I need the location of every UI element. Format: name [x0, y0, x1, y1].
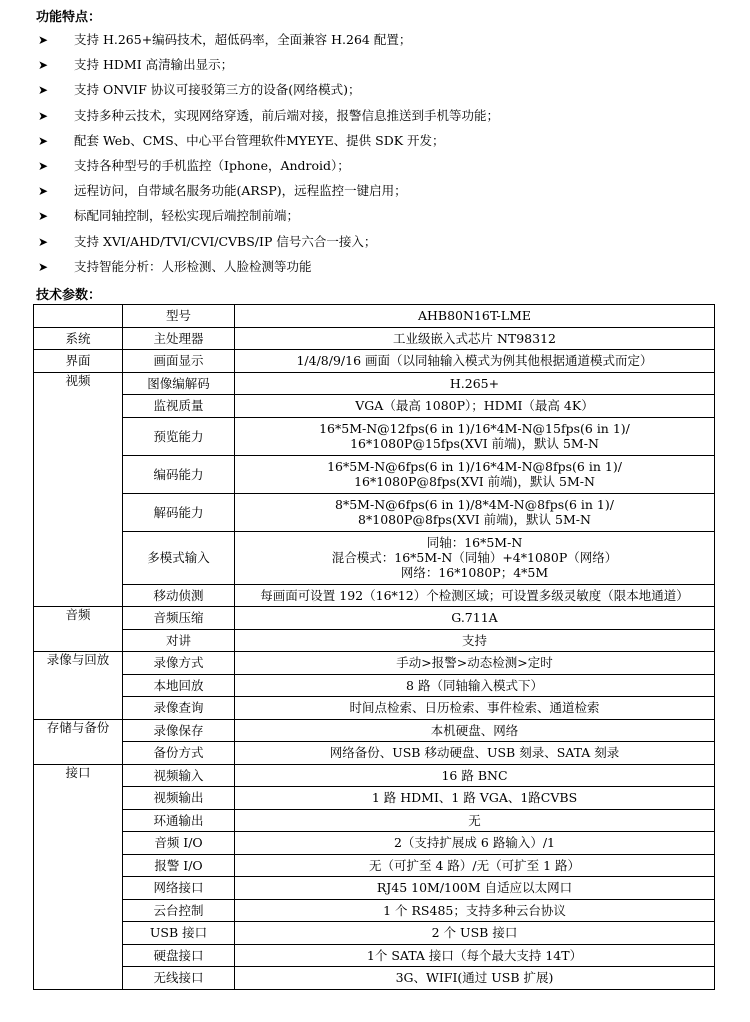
param-value-line: 2（支持扩展成 6 路输入）/1 [393, 835, 556, 851]
param-name-cell: 硬盘接口 [123, 944, 235, 967]
table-row [34, 877, 715, 900]
param-name-cell: 画面显示 [123, 350, 235, 373]
param-value-line: 手动>报警>动态检测>定时 [396, 655, 553, 671]
table-row [34, 584, 715, 607]
param-value-cell [235, 395, 715, 418]
bullet-arrow-icon: ➤ [38, 58, 49, 73]
param-name-cell: 图像编解码 [123, 372, 235, 395]
param-name-cell: 预览能力 [123, 417, 235, 455]
feature-text: 配套 Web、CMS、中心平台管理软件MYEYE、提供 SDK 开发； [74, 132, 445, 148]
param-name-cell: 监视质量 [123, 395, 235, 418]
table-row [34, 417, 715, 455]
param-value-cell [235, 652, 715, 675]
param-value-cell [235, 854, 715, 877]
param-value-line: 1 路 HDMI、1 路 VGA、1路CVBS [371, 790, 578, 806]
param-name-cell: 移动侦测 [123, 584, 235, 607]
param-name-cell: 环通输出 [123, 809, 235, 832]
feature-text: 标配同轴控制，轻松实现后端控制前端； [74, 208, 300, 224]
table-row [34, 327, 715, 350]
param-value-line: 1/4/8/9/16 画面（以同轴输入模式为例其他根据通道模式而定） [296, 353, 653, 369]
feature-item [38, 83, 361, 97]
feature-item [38, 159, 350, 173]
param-name-cell: 本地回放 [123, 674, 235, 697]
table-row [34, 629, 715, 652]
param-value-line: 1个 SATA 接口（每个最大支持 14T） [366, 947, 583, 963]
table-row [34, 832, 715, 855]
param-name-cell: 音频压缩 [123, 607, 235, 630]
specs-title: 技术参数： [36, 288, 102, 303]
param-value-line: 8 路（同轴输入模式下） [406, 677, 543, 693]
feature-text: 支持智能分析：人形检测、人脸检测等功能 [74, 258, 312, 274]
param-name-cell: 录像保存 [123, 719, 235, 742]
bullet-arrow-icon: ➤ [38, 108, 49, 123]
param-value-line: 每画面可设置 192（16*12）个检测区域；可设置多级灵敏度（限本地通道） [260, 587, 689, 603]
bullet-arrow-icon: ➤ [38, 234, 49, 249]
category-cell: 接口 [34, 764, 123, 989]
category-cell: 视频 [34, 372, 123, 607]
param-value-line: 16*5M-N@12fps(6 in 1)/16*4M-N@15fps(6 in 1)/ [319, 421, 630, 436]
table-cell-empty [34, 305, 123, 328]
table-row [34, 455, 715, 493]
bullet-arrow-icon: ➤ [38, 209, 49, 224]
bullet-arrow-icon: ➤ [38, 33, 49, 47]
param-value-cell [235, 350, 715, 373]
param-value-line: 16*1080P@15fps(XVI 前端)，默认 5M-N [350, 436, 599, 451]
param-value-cell [235, 742, 715, 765]
feature-text: 支持 HDMI 高清输出显示； [74, 57, 234, 73]
param-name-cell: 音频 I/O [123, 832, 235, 855]
table-row [34, 764, 715, 787]
param-value-line: 16*1080P@8fps(XVI 前端)，默认 5M-N [354, 474, 595, 489]
param-value-line: 同轴：16*5M-N [426, 535, 523, 550]
param-value-line: 本机硬盘、网络 [430, 722, 519, 738]
param-value-cell [235, 877, 715, 900]
param-value-line: 16*5M-N@6fps(6 in 1)/16*4M-N@8fps(6 in 1)/ [327, 459, 622, 474]
param-value-line: G.711A [451, 610, 498, 626]
feature-item [38, 235, 376, 249]
param-name-cell: 云台控制 [123, 899, 235, 922]
param-value-line: 网络：16*1080P；4*5M [400, 565, 549, 580]
table-row [34, 922, 715, 945]
param-value-line: 8*1080P@8fps(XVI 前端)，默认 5M-N [358, 512, 591, 527]
param-value-cell [235, 832, 715, 855]
table-row [34, 809, 715, 832]
param-value-cell [235, 922, 715, 945]
table-row-model [34, 305, 715, 328]
feature-text: 支持多种云技术，实现网络穿透，前后端对接，报警信息推送到手机等功能； [74, 107, 500, 123]
bullet-arrow-icon: ➤ [38, 133, 49, 148]
feature-text: 支持 H.265+编码技术，超低码率，全面兼容 H.264 配置； [74, 32, 412, 47]
feature-text: 远程访问，自带域名服务功能(ARSP)，远程监控一键启用； [74, 183, 407, 199]
feature-item [38, 134, 445, 148]
param-value-line: 工业级嵌入式芯片 NT98312 [392, 330, 556, 346]
param-value-cell [235, 531, 715, 584]
param-name-cell: 录像方式 [123, 652, 235, 675]
feature-item [38, 33, 411, 47]
table-row [34, 395, 715, 418]
table-row [34, 854, 715, 877]
param-name-cell: 无线接口 [123, 967, 235, 990]
table-row [34, 787, 715, 810]
table-row [34, 372, 715, 395]
param-value-line: 无 [468, 812, 481, 828]
feature-item [38, 58, 233, 72]
feature-text: 支持 XVI/AHD/TVI/CVI/CVBS/IP 信号六合一接入； [74, 233, 377, 249]
category-cell: 存储与备份 [34, 719, 123, 764]
param-value-line: 时间点检索、日历检索、事件检索、通道检索 [349, 700, 600, 716]
table-row [34, 674, 715, 697]
spec-table [33, 304, 715, 990]
table-row [34, 944, 715, 967]
bullet-arrow-icon: ➤ [38, 184, 49, 199]
table-row [34, 899, 715, 922]
param-name-cell: USB 接口 [123, 922, 235, 945]
param-name-cell: 多模式输入 [123, 531, 235, 584]
param-value-line: 16 路 BNC [441, 767, 508, 783]
table-row [34, 652, 715, 675]
category-cell: 界面 [34, 350, 123, 373]
table-row [34, 493, 715, 531]
category-cell: 录像与回放 [34, 652, 123, 720]
param-name-cell: 视频输出 [123, 787, 235, 810]
features-title: 功能特点： [36, 10, 102, 25]
bullet-arrow-icon: ➤ [38, 159, 49, 173]
feature-text: 支持各种型号的手机监控（Iphone，Android）； [74, 158, 350, 173]
model-value: AHB80N16T-LME [235, 305, 715, 328]
model-label: 型号 [123, 305, 235, 328]
param-name-cell: 录像查询 [123, 697, 235, 720]
param-value-cell [235, 607, 715, 630]
table-row [34, 967, 715, 990]
param-value-cell [235, 417, 715, 455]
param-value-cell [235, 455, 715, 493]
param-value-line: VGA（最高 1080P）；HDMI（最高 4K） [355, 398, 594, 414]
param-value-cell [235, 674, 715, 697]
param-value-line: RJ45 10M/100M 自适应以太网口 [376, 880, 573, 896]
param-value-line: 无（可扩至 4 路）/无（可扩至 1 路） [368, 857, 580, 873]
param-value-cell [235, 764, 715, 787]
param-value-cell [235, 584, 715, 607]
param-name-cell: 网络接口 [123, 877, 235, 900]
param-value-line: 混合模式：16*5M-N（同轴）+4*1080P（网络） [331, 550, 618, 565]
param-name-cell: 视频输入 [123, 764, 235, 787]
param-value-cell [235, 697, 715, 720]
feature-text: 支持 ONVIF 协议可接驳第三方的设备(网络模式)； [74, 82, 361, 98]
param-value-cell [235, 327, 715, 350]
param-name-cell: 解码能力 [123, 493, 235, 531]
bullet-arrow-icon: ➤ [38, 259, 49, 274]
table-row [34, 697, 715, 720]
table-row [34, 531, 715, 584]
feature-item [38, 209, 299, 223]
param-name-cell: 报警 I/O [123, 854, 235, 877]
param-value-line: 1 个 RS485；支持多种云台协议 [383, 902, 566, 918]
param-value-cell [235, 899, 715, 922]
feature-item [38, 260, 312, 274]
category-cell: 系统 [34, 327, 123, 350]
param-name-cell: 对讲 [123, 629, 235, 652]
param-name-cell: 备份方式 [123, 742, 235, 765]
table-row [34, 607, 715, 630]
param-value-cell [235, 719, 715, 742]
param-value-line: 3G、WIFI(通过 USB 扩展) [395, 970, 554, 986]
param-name-cell: 主处理器 [123, 327, 235, 350]
param-value-cell [235, 809, 715, 832]
feature-item [38, 184, 407, 198]
param-value-cell [235, 493, 715, 531]
category-cell: 音频 [34, 607, 123, 652]
table-row [34, 350, 715, 373]
param-value-cell [235, 967, 715, 990]
param-value-cell [235, 944, 715, 967]
param-value-line: 2 个 USB 接口 [431, 925, 518, 941]
param-value-line: 网络备份、USB 移动硬盘、USB 刻录、SATA 刻录 [329, 745, 620, 761]
param-name-cell: 编码能力 [123, 455, 235, 493]
param-value-cell [235, 787, 715, 810]
param-value-line: 支持 [461, 632, 487, 648]
param-value-line: H.265+ [449, 375, 500, 391]
param-value-cell [235, 372, 715, 395]
param-value-cell [235, 629, 715, 652]
table-row [34, 719, 715, 742]
bullet-arrow-icon: ➤ [38, 83, 49, 98]
param-value-line: 8*5M-N@6fps(6 in 1)/8*4M-N@8fps(6 in 1)/ [335, 497, 614, 512]
feature-item [38, 109, 499, 123]
table-row [34, 742, 715, 765]
